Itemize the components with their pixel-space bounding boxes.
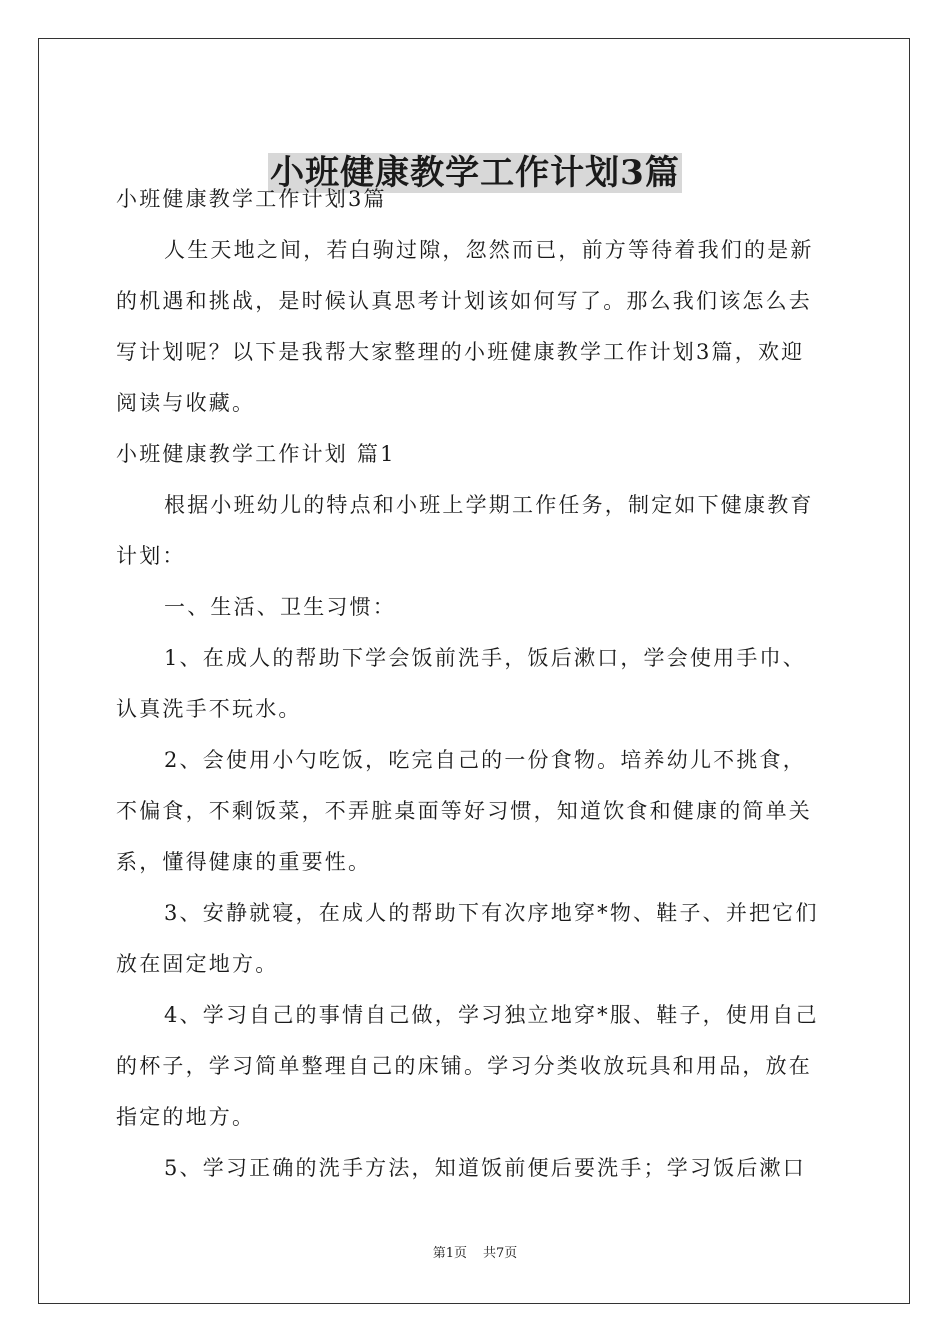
- body-line: 小班健康教学工作计划 篇1: [116, 442, 396, 466]
- document-title-text: 小班健康教学工作计划3篇: [270, 152, 680, 193]
- body-line: 人生天地之间，若白驹过隙，忽然而已，前方等待着我们的是新: [164, 238, 814, 262]
- body-line: 一、生活、卫生习惯：: [164, 595, 396, 619]
- page-number-current: 第1页: [432, 1246, 467, 1261]
- body-line: 认真洗手不玩水。: [116, 697, 302, 721]
- body-line: 4、学习自己的事情自己做，学习独立地穿*服、鞋子，使用自己: [164, 1003, 819, 1027]
- body-line: 的杯子，学习简单整理自己的床铺。学习分类收放玩具和用品，放在: [116, 1054, 812, 1078]
- page-footer: [0, 1244, 950, 1264]
- body-line: 系，懂得健康的重要性。: [116, 850, 372, 874]
- body-line: 计划：: [116, 544, 186, 568]
- body-line: 1、在成人的帮助下学会饭前洗手，饭后漱口，学会使用手巾、: [164, 646, 806, 670]
- body-line: 不偏食，不剩饭菜，不弄脏桌面等好习惯，知道饮食和健康的简单关: [116, 799, 812, 823]
- body-line: 5、学习正确的洗手方法，知道饭前便后要洗手；学习饭后漱口: [164, 1156, 806, 1180]
- body-line: 写计划呢？以下是我帮大家整理的小班健康教学工作计划3篇，欢迎: [116, 340, 805, 364]
- body-line: 2、会使用小勺吃饭，吃完自己的一份食物。培养幼儿不挑食，: [164, 748, 806, 772]
- body-line: 3、安静就寝，在成人的帮助下有次序地穿*物、鞋子、并把它们: [164, 901, 819, 925]
- body-line: 的机遇和挑战，是时候认真思考计划该如何写了。那么我们该怎么去: [116, 289, 812, 313]
- body-line: 小班健康教学工作计划3篇: [116, 187, 387, 211]
- body-line: 根据小班幼儿的特点和小班上学期工作任务，制定如下健康教育: [164, 493, 814, 517]
- body-line: 指定的地方。: [116, 1105, 256, 1129]
- document-body: [116, 174, 834, 1194]
- body-line: 阅读与收藏。: [116, 391, 256, 415]
- body-line: 放在固定地方。: [116, 952, 279, 976]
- page-number-total: 共7页: [483, 1246, 518, 1261]
